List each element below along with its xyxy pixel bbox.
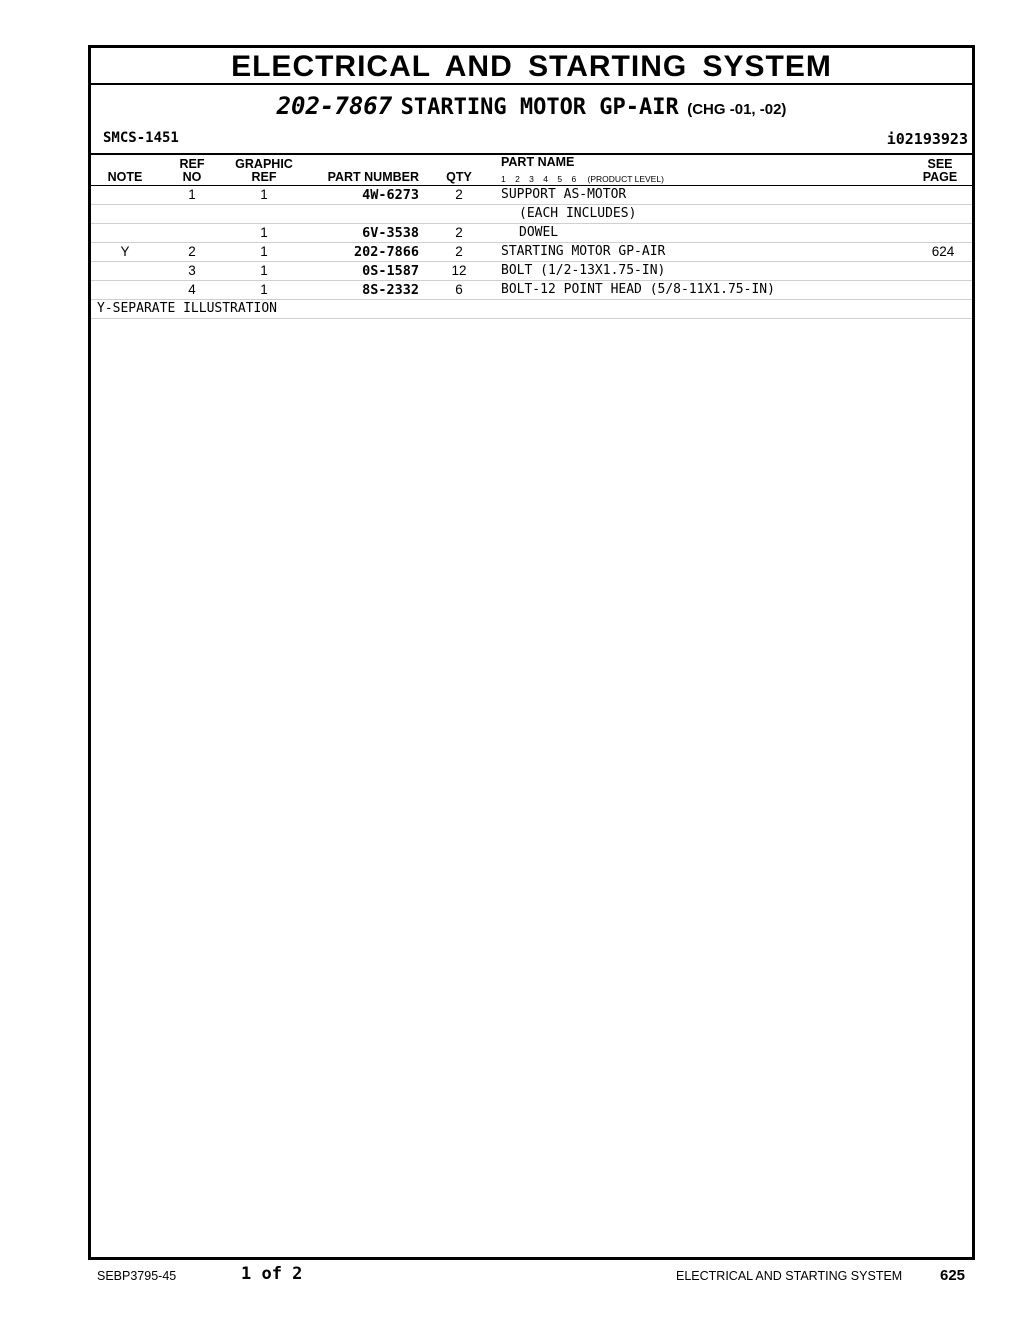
col-graphic-ref-line2: REF [251, 170, 277, 184]
cell-note: Y [120, 244, 130, 259]
product-level-legend [501, 174, 664, 184]
page-number: 625 [940, 1267, 966, 1284]
table-row [91, 262, 972, 281]
cell-qty: 12 [451, 263, 467, 278]
col-ref-no-line2: NO [182, 170, 202, 184]
footnote-text: Y-SEPARATE ILLUSTRATION [97, 301, 278, 316]
col-see-page-header [915, 158, 965, 184]
cell-graphic-ref: 1 [260, 282, 268, 297]
cell-qty: 2 [455, 187, 463, 202]
col-part-number-header: PART NUMBER [327, 170, 419, 184]
cell-part-number: 8S-2332 [362, 282, 419, 298]
product-level-label: (PRODUCT LEVEL) [587, 174, 664, 184]
cell-part-number: 0S-1587 [362, 263, 419, 279]
col-see-page-line2: PAGE [922, 170, 958, 184]
page-of-indicator: 1 of 2 [241, 1264, 303, 1284]
cell-qty: 2 [455, 225, 463, 240]
table-row [91, 281, 972, 300]
cell-part-name: BOLT (1/2-13X1.75-IN) [501, 263, 666, 278]
section-title: ELECTRICAL AND STARTING SYSTEM [91, 48, 972, 85]
cell-qty: 2 [455, 244, 463, 259]
smcs-code: SMCS-1451 [103, 130, 179, 146]
cell-part-name: DOWEL [519, 225, 559, 240]
cell-graphic-ref: 1 [260, 244, 268, 259]
change-level: (CHG -01, -02) [687, 101, 787, 118]
cell-ref-no: 4 [188, 282, 196, 297]
cell-part-name: SUPPORT AS-MOTOR [501, 187, 627, 202]
col-graphic-ref-header [229, 158, 299, 184]
cell-ref-no: 2 [188, 244, 196, 259]
cell-part-name: (EACH INCLUDES) [519, 206, 637, 221]
cell-graphic-ref: 1 [260, 225, 268, 240]
cell-part-number: 4W-6273 [362, 187, 419, 203]
col-qty-header: QTY [446, 170, 472, 184]
group-title [91, 92, 972, 120]
page-footer [0, 1264, 1020, 1294]
col-see-page-line1: SEE [927, 157, 953, 171]
col-ref-no-line1: REF [179, 157, 205, 171]
table-row [91, 205, 972, 224]
table-row [91, 186, 972, 205]
group-part-number: 202-7867 [276, 92, 393, 120]
cell-graphic-ref: 1 [260, 187, 268, 202]
footnote [91, 300, 972, 319]
table-row [91, 224, 972, 243]
parts-list [91, 186, 972, 319]
footer-section-title: ELECTRICAL AND STARTING SYSTEM [676, 1269, 903, 1283]
col-note-header: NOTE [107, 170, 143, 184]
cell-part-number: 202-7866 [353, 244, 419, 260]
col-part-name-header: PART NAME [501, 155, 575, 169]
illustration-id: i02193923 [886, 130, 968, 148]
cell-part-number: 6V-3538 [362, 225, 419, 241]
document-id: SEBP3795-45 [97, 1269, 177, 1283]
cell-part-name: STARTING MOTOR GP-AIR [501, 244, 666, 259]
cell-see-page: 624 [931, 244, 955, 259]
product-level-numbers: 1 2 3 4 5 6 [501, 174, 577, 184]
cell-graphic-ref: 1 [260, 263, 268, 278]
cell-ref-no: 1 [188, 187, 196, 202]
col-ref-no-header [173, 158, 211, 184]
parts-page-frame [88, 45, 975, 1260]
cell-qty: 6 [455, 282, 463, 297]
col-graphic-ref-line1: GRAPHIC [235, 157, 293, 171]
cell-ref-no: 3 [188, 263, 196, 278]
cell-part-name: BOLT-12 POINT HEAD (5/8-11X1.75-IN) [501, 282, 775, 297]
table-row [91, 243, 972, 262]
group-part-name: STARTING MOTOR GP-AIR [400, 95, 679, 120]
